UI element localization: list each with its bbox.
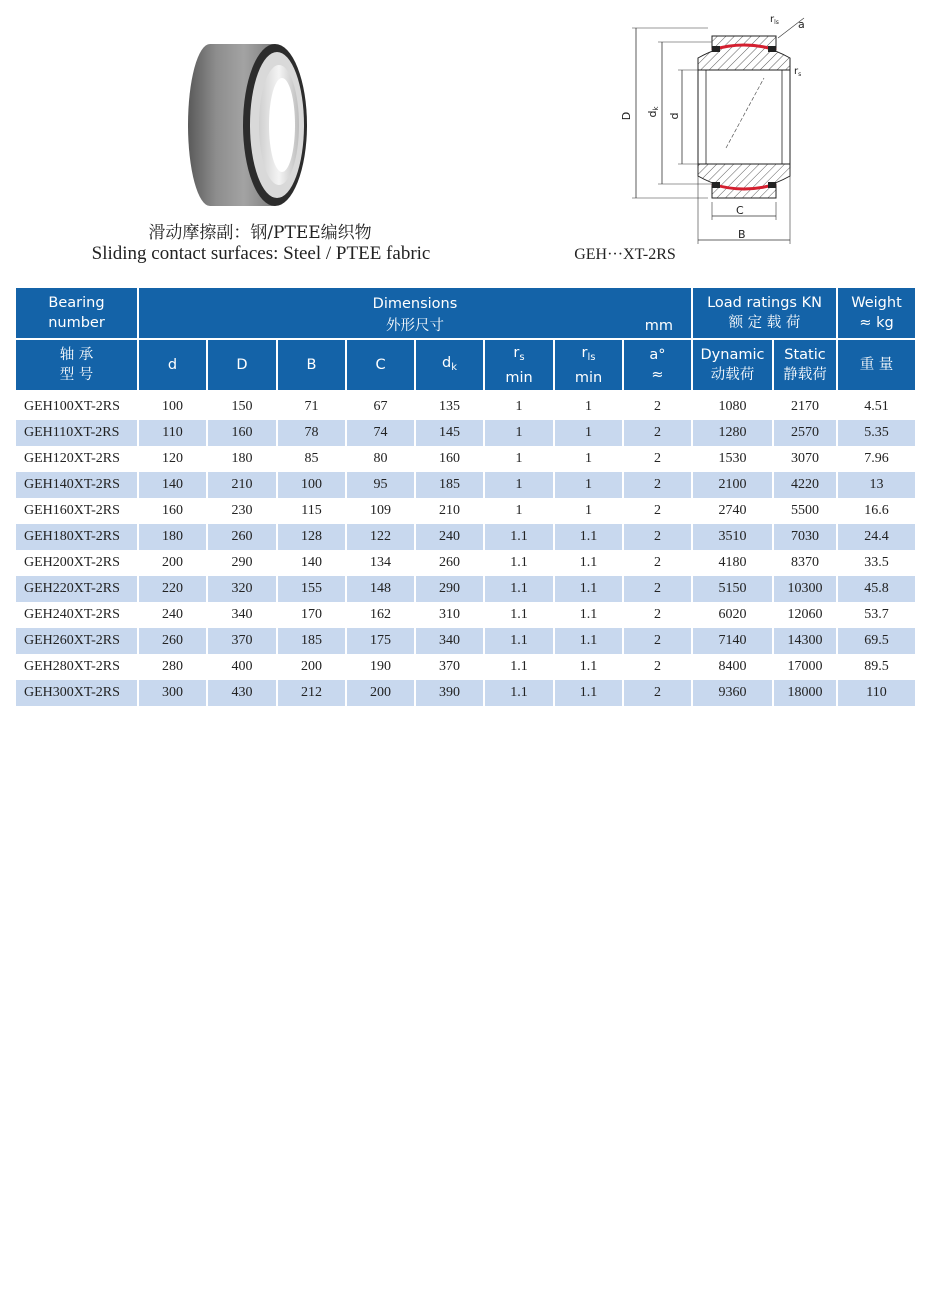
cell-D: 210 <box>208 472 278 498</box>
label-a: a <box>798 18 805 31</box>
table-row <box>16 628 915 654</box>
cell-weight: 4.51 <box>864 399 889 414</box>
cell-B: 200 <box>278 654 347 680</box>
table-header-row-2 <box>16 340 915 394</box>
header-col-a-approx: ≈ <box>651 367 664 383</box>
label-C: C <box>736 204 744 217</box>
cell-dynamic: 4180 <box>693 550 774 576</box>
table-header-row-1 <box>16 288 915 340</box>
cell-bearing-number: GEH240XT-2RS <box>16 602 139 628</box>
header-static-cn: 静载荷 <box>783 367 827 383</box>
cell-B: 100 <box>278 472 347 498</box>
header-load-cn: 额 定 载 荷 <box>728 315 801 331</box>
header-col-rls-main: r <box>581 344 588 361</box>
header-col-rs-sub: s <box>519 351 525 363</box>
header-col-a-main: a° <box>649 347 666 363</box>
label-dk-sub: k <box>652 106 660 111</box>
cell-B: 128 <box>278 524 347 550</box>
cell-weight: 45.8 <box>838 576 915 602</box>
cell-B: 85 <box>278 446 347 472</box>
cell-dk: 210 <box>416 498 485 524</box>
table-row <box>16 498 915 524</box>
cell-a: 2 <box>624 654 693 680</box>
cell-B: 71 <box>278 394 347 420</box>
cell-dynamic: 5150 <box>693 576 774 602</box>
header-load-ratings <box>693 288 838 340</box>
cell-a: 2 <box>624 680 693 706</box>
cell-D: 290 <box>208 550 278 576</box>
header-dimensions-cn: 外形尺寸 <box>386 318 444 334</box>
cell-weight: 89.5 <box>864 659 889 674</box>
header-dynamic-en: Dynamic <box>700 347 765 363</box>
header-unit: mm <box>644 318 673 334</box>
label-B: B <box>738 228 746 241</box>
table-row <box>16 524 915 550</box>
cell-d: 120 <box>139 446 208 472</box>
cell-d: 200 <box>139 550 208 576</box>
cell-dk: 260 <box>416 550 485 576</box>
spec-table <box>16 288 915 706</box>
cell-D: 340 <box>208 602 278 628</box>
cell-C: 134 <box>347 550 416 576</box>
cell-d: 260 <box>139 628 208 654</box>
header-dimensions <box>139 288 693 340</box>
caption-english: Sliding contact surfaces: Steel / PTEE fabric <box>91 243 431 264</box>
cell-a: 2 <box>624 498 693 524</box>
cell-weight: 24.4 <box>838 524 915 550</box>
cell-static: 5500 <box>774 498 838 524</box>
cell-rls: 1 <box>555 498 624 524</box>
header-dimensions-title: Dimensions <box>372 296 458 312</box>
cell-dynamic: 3510 <box>693 524 774 550</box>
cell-D: 260 <box>208 524 278 550</box>
cell-d: 110 <box>139 420 208 446</box>
cell-dynamic: 2100 <box>693 472 774 498</box>
header-bearing-cn <box>16 340 139 394</box>
cell-bearing-number: GEH100XT-2RS <box>16 394 139 420</box>
header-col-rls-sub: ls <box>587 351 596 363</box>
cell-rls: 1.1 <box>555 628 624 654</box>
cell-C: 74 <box>347 420 416 446</box>
cell-bearing-number: GEH220XT-2RS <box>16 576 139 602</box>
cell-C: 95 <box>347 472 416 498</box>
header-col-dk-sub: k <box>451 361 457 373</box>
cell-C: 122 <box>347 524 416 550</box>
cell-rs: 1 <box>485 394 555 420</box>
table-row <box>16 550 915 576</box>
header-weight-en: Weight <box>851 295 902 311</box>
table-row <box>16 420 915 446</box>
bearing-photo <box>180 36 308 211</box>
cell-static: 10300 <box>774 576 838 602</box>
cell-bearing-number: GEH200XT-2RS <box>16 550 139 576</box>
cell-C: 148 <box>347 576 416 602</box>
cell-dynamic: 1280 <box>693 420 774 446</box>
cell-dk: 390 <box>416 680 485 706</box>
cell-dk: 370 <box>416 654 485 680</box>
header-col-B: B <box>278 340 347 394</box>
cell-rs: 1.1 <box>485 628 555 654</box>
model-label: GEH···XT-2RS <box>574 246 676 263</box>
cell-a: 2 <box>624 472 693 498</box>
cell-bearing-number: GEH140XT-2RS <box>16 472 139 498</box>
cell-rs: 1.1 <box>485 602 555 628</box>
cell-a: 2 <box>624 394 693 420</box>
label-rs-sub: s <box>798 71 802 78</box>
cell-static: 7030 <box>774 524 838 550</box>
cell-C: 109 <box>347 498 416 524</box>
cell-bearing-number: GEH120XT-2RS <box>16 446 139 472</box>
cell-rls: 1.1 <box>555 680 624 706</box>
header-load-en: Load ratings KN <box>707 295 822 311</box>
header-bearing-en-1: Bearing <box>48 295 105 311</box>
cell-d: 180 <box>139 524 208 550</box>
cell-d: 140 <box>139 472 208 498</box>
header-bearing-cn-1: 轴 承 <box>59 347 94 363</box>
header-col-dynamic <box>693 340 774 394</box>
cell-static: 14300 <box>774 628 838 654</box>
cell-weight: 13 <box>838 472 915 498</box>
header-col-rs-main: r <box>513 344 520 361</box>
cell-dynamic: 1530 <box>693 446 774 472</box>
cell-a: 2 <box>624 446 693 472</box>
cell-weight: 16.6 <box>864 503 889 518</box>
cell-rls: 1.1 <box>555 654 624 680</box>
cell-dk: 185 <box>416 472 485 498</box>
header-col-weight-cn: 重 量 <box>838 340 915 394</box>
cell-weight: 69.5 <box>838 628 915 654</box>
cell-static: 3070 <box>774 446 838 472</box>
cell-dynamic: 2740 <box>693 498 774 524</box>
cell-rs: 1 <box>485 446 555 472</box>
header-bearing-cn-2: 型 号 <box>59 367 94 383</box>
header-col-a <box>624 340 693 394</box>
cell-rls: 1.1 <box>555 524 624 550</box>
cell-B: 155 <box>278 576 347 602</box>
cell-dynamic: 6020 <box>693 602 774 628</box>
cell-B: 115 <box>278 498 347 524</box>
cell-d: 220 <box>139 576 208 602</box>
cell-static: 17000 <box>774 654 838 680</box>
cell-rs: 1.1 <box>485 524 555 550</box>
cell-D: 150 <box>208 394 278 420</box>
table-row <box>16 576 915 602</box>
header-col-rs-min: min <box>505 369 533 386</box>
svg-text:dk <box>646 106 660 118</box>
label-rs: r <box>794 66 799 77</box>
cell-rs: 1 <box>485 420 555 446</box>
table-row <box>16 654 915 680</box>
header-weight <box>838 288 915 340</box>
cell-bearing-number: GEH280XT-2RS <box>16 654 139 680</box>
cell-D: 430 <box>208 680 278 706</box>
cell-dk: 145 <box>416 420 485 446</box>
cell-B: 212 <box>278 680 347 706</box>
header-col-rs <box>485 340 555 394</box>
header-col-C: C <box>347 340 416 394</box>
cell-rls: 1.1 <box>555 576 624 602</box>
cell-static: 12060 <box>774 602 838 628</box>
cell-dk: 290 <box>416 576 485 602</box>
cell-a: 2 <box>624 602 693 628</box>
cell-weight: 53.7 <box>864 607 889 622</box>
cell-rls: 1.1 <box>555 550 624 576</box>
cell-a: 2 <box>624 550 693 576</box>
cell-rs: 1.1 <box>485 550 555 576</box>
cell-rls: 1.1 <box>555 602 624 628</box>
cell-d: 280 <box>139 654 208 680</box>
header-col-dk-main: d <box>441 354 452 371</box>
cell-C: 67 <box>347 394 416 420</box>
cell-rls: 1 <box>555 472 624 498</box>
cell-weight: 110 <box>838 680 915 706</box>
label-D: D <box>620 111 633 121</box>
cell-static: 18000 <box>774 680 838 706</box>
cell-static: 2570 <box>774 420 838 446</box>
cell-d: 160 <box>139 498 208 524</box>
table-row <box>16 680 915 706</box>
cell-static: 4220 <box>774 472 838 498</box>
header-col-rls-min: min <box>574 369 603 386</box>
cell-C: 162 <box>347 602 416 628</box>
cell-D: 320 <box>208 576 278 602</box>
cell-rs: 1 <box>485 498 555 524</box>
cell-bearing-number: GEH110XT-2RS <box>16 420 139 446</box>
cell-dynamic: 1080 <box>693 394 774 420</box>
cell-dk: 340 <box>416 628 485 654</box>
cell-a: 2 <box>624 576 693 602</box>
label-rls: r <box>770 14 775 25</box>
cell-rs: 1.1 <box>485 576 555 602</box>
cell-dynamic: 7140 <box>693 628 774 654</box>
cell-C: 190 <box>347 654 416 680</box>
cell-bearing-number: GEH300XT-2RS <box>16 680 139 706</box>
cell-B: 78 <box>278 420 347 446</box>
cell-B: 185 <box>278 628 347 654</box>
cell-bearing-number: GEH160XT-2RS <box>16 498 139 524</box>
header-col-rls <box>555 340 624 394</box>
cell-B: 170 <box>278 602 347 628</box>
cell-static: 2170 <box>774 394 838 420</box>
cell-C: 80 <box>347 446 416 472</box>
cell-B: 140 <box>278 550 347 576</box>
cell-rls: 1 <box>555 394 624 420</box>
cell-D: 400 <box>208 654 278 680</box>
cell-rls: 1 <box>555 420 624 446</box>
table-row <box>16 602 915 628</box>
spec-table-body <box>16 394 915 706</box>
cell-dynamic: 9360 <box>693 680 774 706</box>
cross-section-diagram <box>618 8 818 248</box>
cell-D: 160 <box>208 420 278 446</box>
header-col-dk <box>416 340 485 394</box>
cell-weight: 33.5 <box>864 555 889 570</box>
header-weight-unit: ≈ kg <box>859 315 894 331</box>
header-bearing-en-2: number <box>48 315 105 331</box>
cell-dk: 160 <box>416 446 485 472</box>
cell-rs: 1 <box>485 472 555 498</box>
cell-bearing-number: GEH180XT-2RS <box>16 524 139 550</box>
header-col-D: D <box>208 340 278 394</box>
label-dk: d <box>646 110 659 118</box>
cell-a: 2 <box>624 628 693 654</box>
header-static-en: Static <box>784 347 826 363</box>
cell-static: 8370 <box>774 550 838 576</box>
cell-d: 100 <box>139 394 208 420</box>
cell-D: 230 <box>208 498 278 524</box>
header-dynamic-cn: 动载荷 <box>710 367 755 383</box>
cell-D: 370 <box>208 628 278 654</box>
cell-weight: 7.96 <box>864 451 889 466</box>
cell-dk: 135 <box>416 394 485 420</box>
table-row <box>16 472 915 498</box>
cell-bearing-number: GEH260XT-2RS <box>16 628 139 654</box>
cell-a: 2 <box>624 420 693 446</box>
caption-chinese: 滑动摩擦副：钢/PTEE编织物 <box>148 223 372 243</box>
header-bearing-number <box>16 288 139 340</box>
cell-C: 175 <box>347 628 416 654</box>
cell-dk: 240 <box>416 524 485 550</box>
cell-dynamic: 8400 <box>693 654 774 680</box>
cell-rls: 1 <box>555 446 624 472</box>
table-row <box>16 446 915 472</box>
cell-d: 240 <box>139 602 208 628</box>
cell-d: 300 <box>139 680 208 706</box>
cell-dk: 310 <box>416 602 485 628</box>
cell-rs: 1.1 <box>485 680 555 706</box>
label-rls-sub: ls <box>774 19 779 26</box>
svg-text:rls <box>770 14 779 26</box>
header-col-d: d <box>139 340 208 394</box>
table-row <box>16 394 915 420</box>
cell-weight: 5.35 <box>838 420 915 446</box>
svg-text:rs <box>794 66 801 78</box>
cell-D: 180 <box>208 446 278 472</box>
cell-C: 200 <box>347 680 416 706</box>
cell-rs: 1.1 <box>485 654 555 680</box>
header-col-static <box>774 340 838 394</box>
label-d: d <box>668 112 681 120</box>
cell-a: 2 <box>624 524 693 550</box>
